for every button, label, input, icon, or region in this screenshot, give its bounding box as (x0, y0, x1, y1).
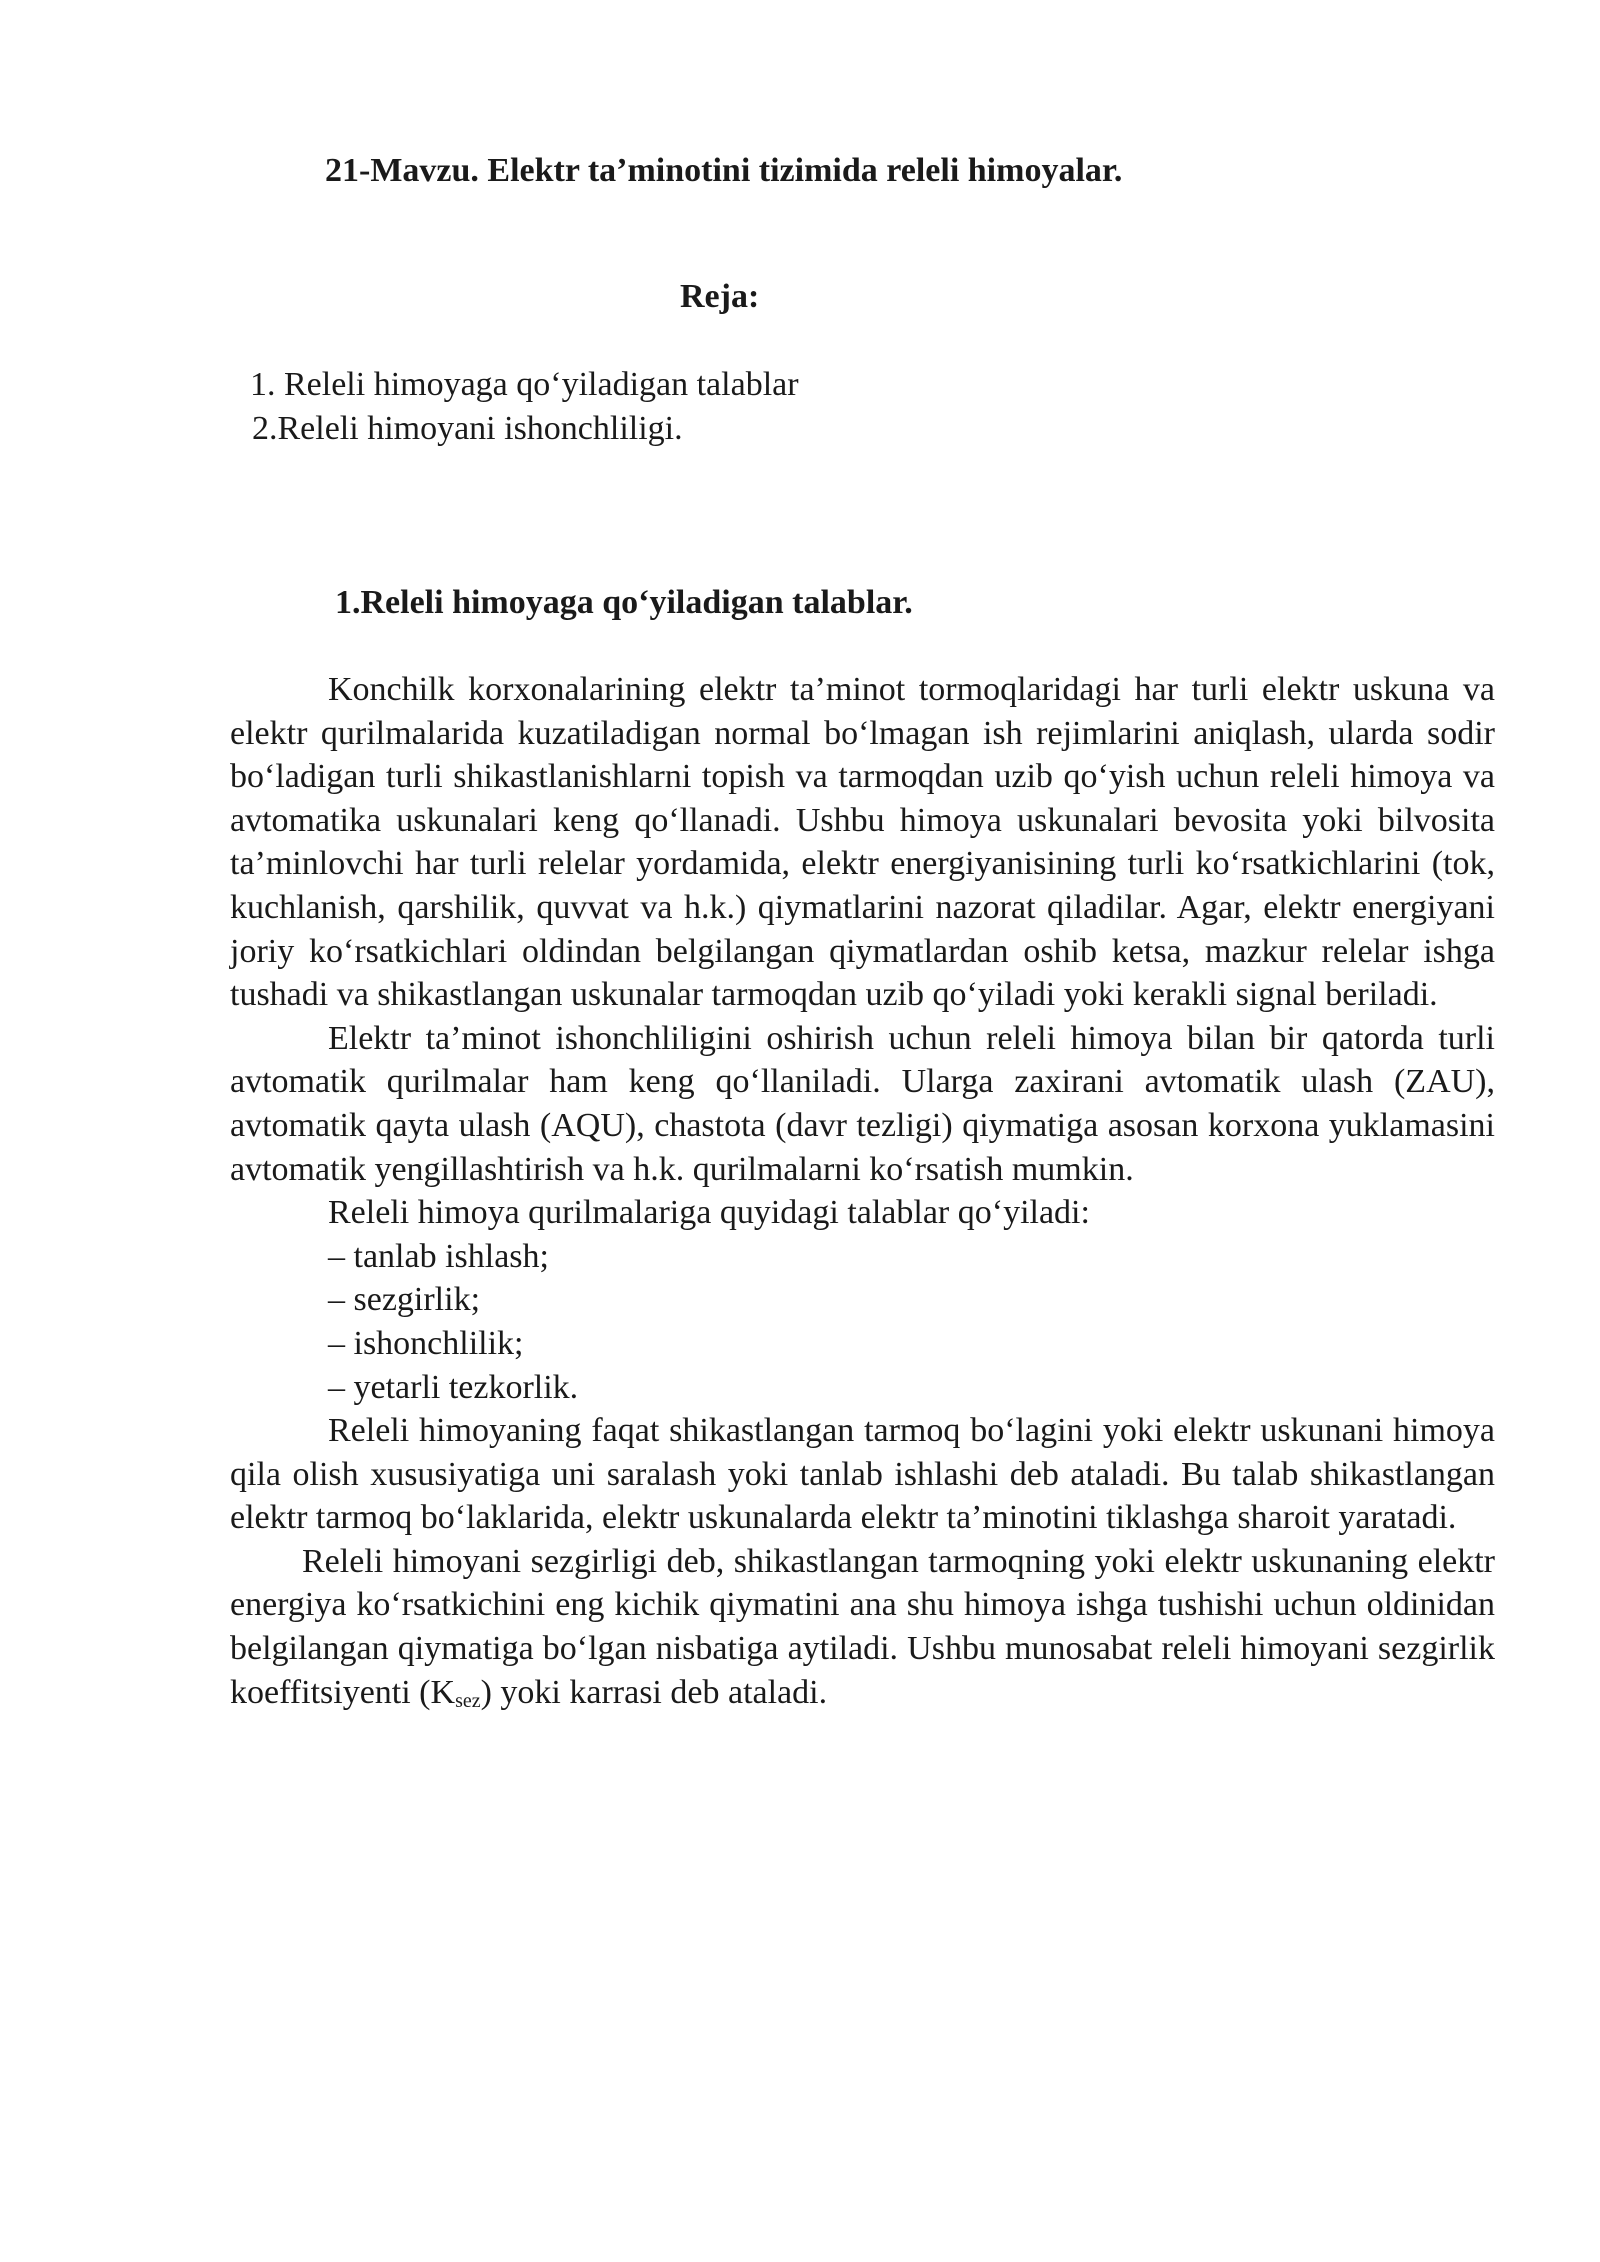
requirement-item: – yetarli tezkorlik. (328, 1368, 579, 1406)
paragraph-5-start: Releli himoyani sezgirligi deb, shikastlangan tarmoqning yoki elektr uskunaning elektr energiya ko‘rsatkichini eng kichik qiymatini ana shu himoya ishga tushishi uchun oldinidan belgilangan qiymatiga bo‘lgan nisbatiga aytiladi. Ushbu munosabat releli himoyani sezgirlik koeffitsiyenti (K (230, 1542, 1495, 1711)
section-heading: 1.Releli himoyaga qo‘yiladigan talablar. (335, 584, 913, 621)
paragraph-3: Releli himoya qurilmalariga quyidagi talablar qo‘yiladi: (328, 1194, 1090, 1232)
paragraph-4: Releli himoyaning faqat shikastlangan tarmoq bo‘lagini yoki elektr uskunani himoya qila olish xususiyatiga uni saralash yoki tanlab ishlashi deb ataladi. Bu talab shikastlangan elektr tarmoq bo‘laklarida, elektr uskunalarda elektr ta’minotini tiklashga sharoit yaratadi. (230, 1412, 1495, 1537)
section-body (230, 668, 1495, 1714)
requirement-item: – ishonchlilik; (328, 1324, 524, 1362)
plan-heading: Reja: (680, 278, 760, 315)
paragraph-5-end: ) yoki karrasi deb ataladi. (480, 1673, 828, 1711)
requirement-item: – sezgirlik; (328, 1281, 481, 1319)
coefficient-subscript: sez (455, 1689, 481, 1712)
requirement-item: – tanlab ishlash; (328, 1237, 549, 1275)
plan-item-2: 2.Releli himoyani ishonchliligi. (252, 410, 683, 447)
paragraph-5 (230, 1540, 1495, 1714)
document-title: 21-Mavzu. Elektr ta’minotini tizimida releli himoyalar. (325, 152, 1123, 189)
paragraph-1: Konchilk korxonalarining elektr ta’minot tormoqlaridagi har turli elektr uskuna va elektr qurilmalarida kuzatiladigan normal bo‘lmagan ish rejimlarini aniqlash, ularda sodir bo‘ladigan turli shikastlanishlarni topish va tarmoqdan uzib qo‘yish uchun releli himoya va avtomatika uskunalari keng qo‘llanadi. Ushbu himoya uskunalari bevosita yoki bilvosita ta’minlovchi har turli relelar yordamida, elektr energiyanisining turli ko‘rsatkichlarini (tok, kuchlanish, qarshilik, quvvat va h.k.) qiymatlarini nazorat qiladilar. Agar, elektr energiyani joriy ko‘rsatkichlari oldindan belgilangan qiymatlardan oshib ketsa, mazkur relelar ishga tushadi va shikastlangan uskunalar tarmoqdan uzib qo‘yiladi yoki kerakli signal beriladi. (230, 671, 1495, 1014)
plan-item-1: 1. Releli himoyaga qo‘yiladigan talablar (250, 366, 799, 403)
paragraph-2: Elektr ta’minot ishonchliligini oshirish uchun releli himoya bilan bir qatorda turli avtomatik qurilmalar ham keng qo‘llaniladi. Ularga zaxirani avtomatik ulash (ZAU), avtomatik qayta ulash (AQU), chastota (davr tezligi) qiymatiga asosan korxona yuklamasini avtomatik yengillashtirish va h.k. qurilmalarni ko‘rsatish mumkin. (230, 1019, 1495, 1188)
requirements-list (230, 1235, 1495, 1409)
